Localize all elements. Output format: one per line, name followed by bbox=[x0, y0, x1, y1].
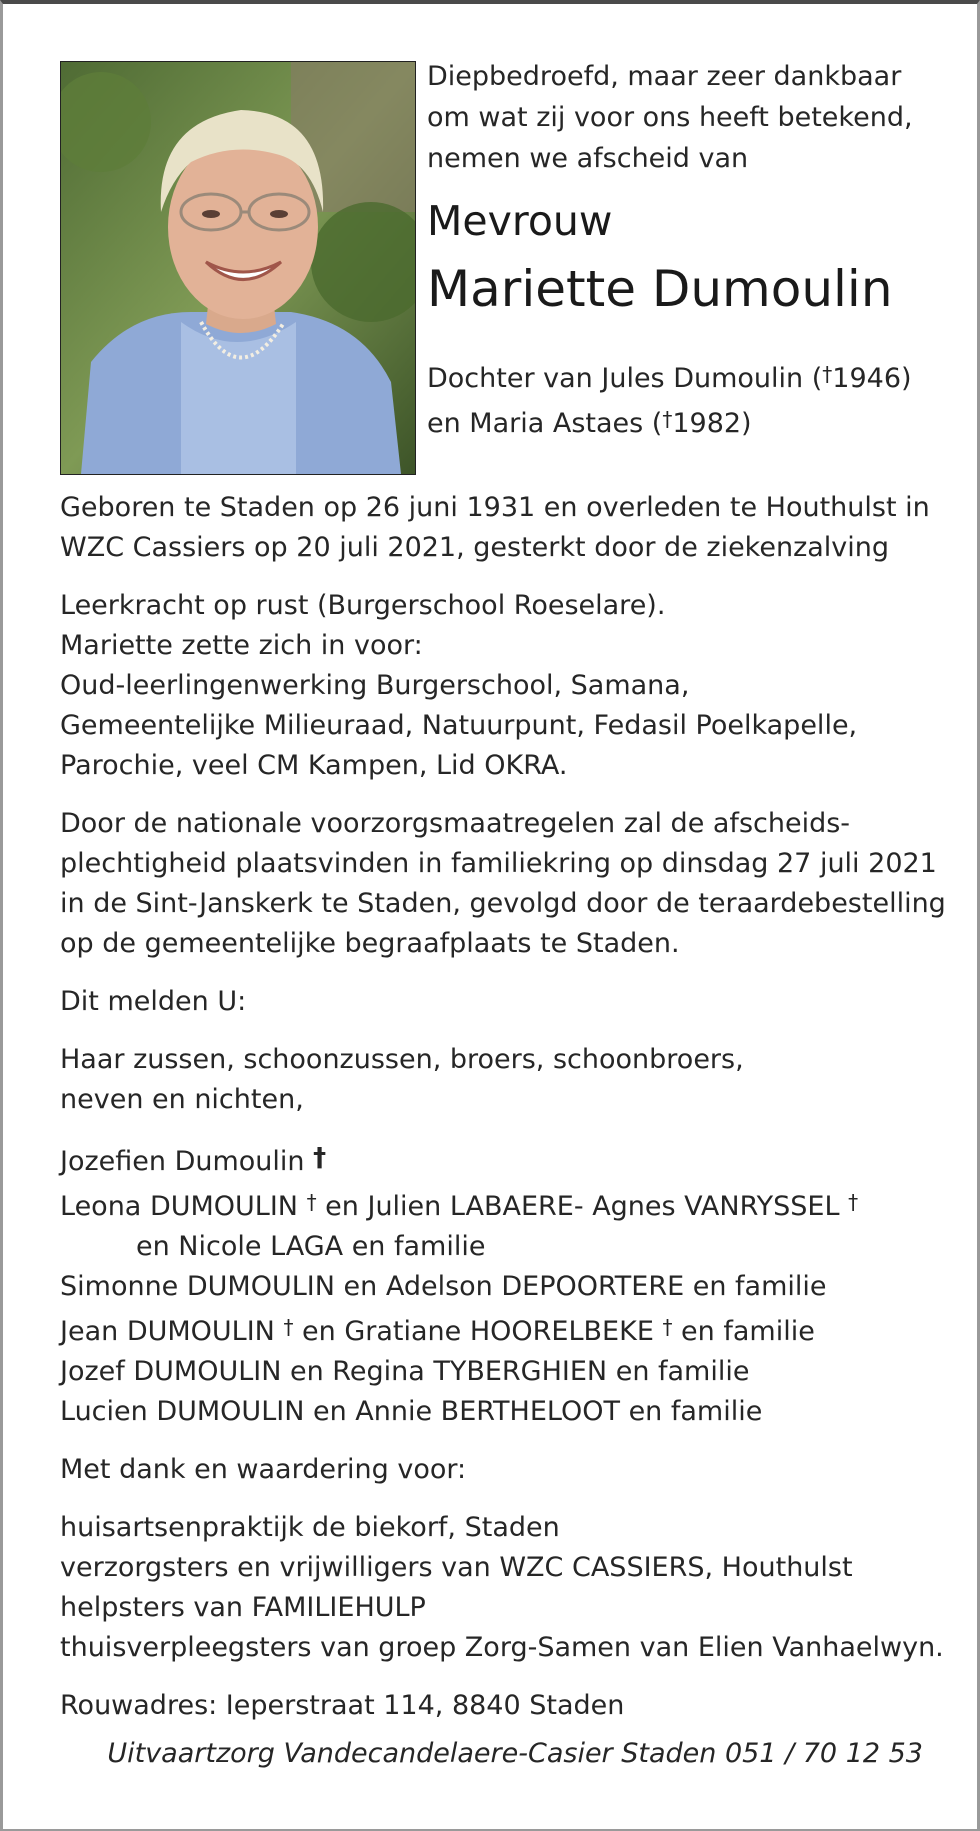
address-paragraph bbox=[60, 1686, 940, 1726]
cross-icon: † bbox=[848, 1190, 859, 1214]
family-text: en Gratiane HOORELBEKE bbox=[293, 1316, 663, 1347]
family-line bbox=[60, 1307, 940, 1352]
family-text: Jozefien Dumoulin bbox=[60, 1146, 314, 1177]
birth-paragraph bbox=[60, 488, 940, 568]
mother-text: en Maria Astaes ( bbox=[427, 408, 663, 439]
ceremony-paragraph bbox=[60, 804, 946, 964]
text-line: Met dank en waardering voor: bbox=[60, 1454, 467, 1485]
text-line: in de Sint-Janskerk te Staden, gevolgd door de teraardebestelling bbox=[60, 888, 946, 919]
portrait-photo bbox=[60, 61, 416, 475]
family-text: Jean DUMOULIN bbox=[60, 1316, 284, 1347]
text-line: WZC Cassiers op 20 juli 2021, gesterkt door de ziekenzalving bbox=[60, 532, 890, 563]
obituary-body bbox=[60, 488, 946, 1744]
family-line: Lucien DUMOULIN en Annie BERTHELOOT en familie bbox=[60, 1396, 763, 1427]
father-text: Dochter van Jules Dumoulin ( bbox=[427, 363, 823, 394]
intro-line: nemen we afscheid van bbox=[427, 143, 749, 174]
family-line bbox=[60, 1182, 940, 1227]
intro-text bbox=[427, 56, 947, 179]
family-text: en Julien LABAERE- Agnes VANRYSSEL bbox=[316, 1191, 849, 1222]
father-year: 1946) bbox=[832, 363, 912, 394]
cross-icon: † bbox=[822, 362, 833, 386]
intro-line: Diepbedroefd, maar zeer dankbaar bbox=[427, 61, 902, 92]
mourning-address: Rouwadres: Ieperstraat 114, 8840 Staden bbox=[60, 1690, 625, 1721]
relatives-intro-paragraph bbox=[60, 1040, 940, 1120]
career-paragraph bbox=[60, 586, 940, 786]
cross-icon: † bbox=[662, 407, 673, 431]
funeral-home-footer: Uitvaartzorg Vandecandelaere-Casier Staden 051 / 70 12 53 bbox=[107, 1738, 923, 1769]
thanks-intro-paragraph bbox=[60, 1450, 940, 1490]
text-line: Oud-leerlingenwerking Burgerschool, Samana, bbox=[60, 670, 690, 701]
family-text: Leona DUMOULIN bbox=[60, 1191, 307, 1222]
announce-paragraph bbox=[60, 982, 940, 1022]
text-line: Mariette zette zich in voor: bbox=[60, 630, 423, 661]
text-line: Dit melden U: bbox=[60, 986, 247, 1017]
mother-year: 1982) bbox=[672, 408, 752, 439]
father-line bbox=[427, 354, 957, 399]
text-line: Gemeentelijke Milieuraad, Natuurpunt, Fedasil Poelkapelle, bbox=[60, 710, 858, 741]
family-line bbox=[60, 1138, 940, 1182]
thanks-line: thuisverpleegsters van groep Zorg-Samen van Elien Vanhaelwyn. bbox=[60, 1632, 944, 1663]
thanks-line: huisartsenpraktijk de biekorf, Staden bbox=[60, 1512, 560, 1543]
text-line: plechtigheid plaatsvinden in familiekring op dinsdag 27 juli 2021 bbox=[60, 848, 937, 879]
intro-line: om wat zij voor ons heeft betekend, bbox=[427, 102, 913, 133]
thanks-line: helpsters van FAMILIEHULP bbox=[60, 1592, 426, 1623]
thanks-line: verzorgsters en vrijwilligers van WZC CASSIERS, Houthulst bbox=[60, 1552, 853, 1583]
text-line: Door de nationale voorzorgsmaatregelen zal de afscheids- bbox=[60, 808, 851, 839]
text-line: Haar zussen, schoonzussen, broers, schoonbroers, bbox=[60, 1044, 744, 1075]
text-line: neven en nichten, bbox=[60, 1084, 304, 1115]
cross-icon: † bbox=[306, 1190, 317, 1214]
family-line: Jozef DUMOULIN en Regina TYBERGHIEN en familie bbox=[60, 1356, 750, 1387]
text-line: Leerkracht op rust (Burgerschool Roeselare). bbox=[60, 590, 666, 621]
parents-info bbox=[427, 354, 957, 444]
family-line: Simonne DUMOULIN en Adelson DEPOORTERE en familie bbox=[60, 1271, 827, 1302]
deceased-name: Mariette Dumoulin bbox=[427, 260, 893, 318]
portrait-image bbox=[61, 62, 415, 474]
honorific: Mevrouw bbox=[427, 197, 613, 245]
thanks-list bbox=[60, 1508, 944, 1668]
text-line: Parochie, veel CM Kampen, Lid OKRA. bbox=[60, 750, 568, 781]
text-line: op de gemeentelijke begraafplaats te Staden. bbox=[60, 928, 680, 959]
family-text: en familie bbox=[672, 1316, 815, 1347]
text-line: Geboren te Staden op 26 juni 1931 en overleden te Houthulst in bbox=[60, 492, 930, 523]
family-line: en Nicole LAGA en familie bbox=[136, 1231, 486, 1262]
mother-line bbox=[427, 399, 957, 444]
family-list bbox=[60, 1138, 940, 1432]
cross-icon: † bbox=[313, 1143, 327, 1173]
cross-icon: † bbox=[662, 1315, 673, 1339]
cross-icon: † bbox=[283, 1315, 294, 1339]
